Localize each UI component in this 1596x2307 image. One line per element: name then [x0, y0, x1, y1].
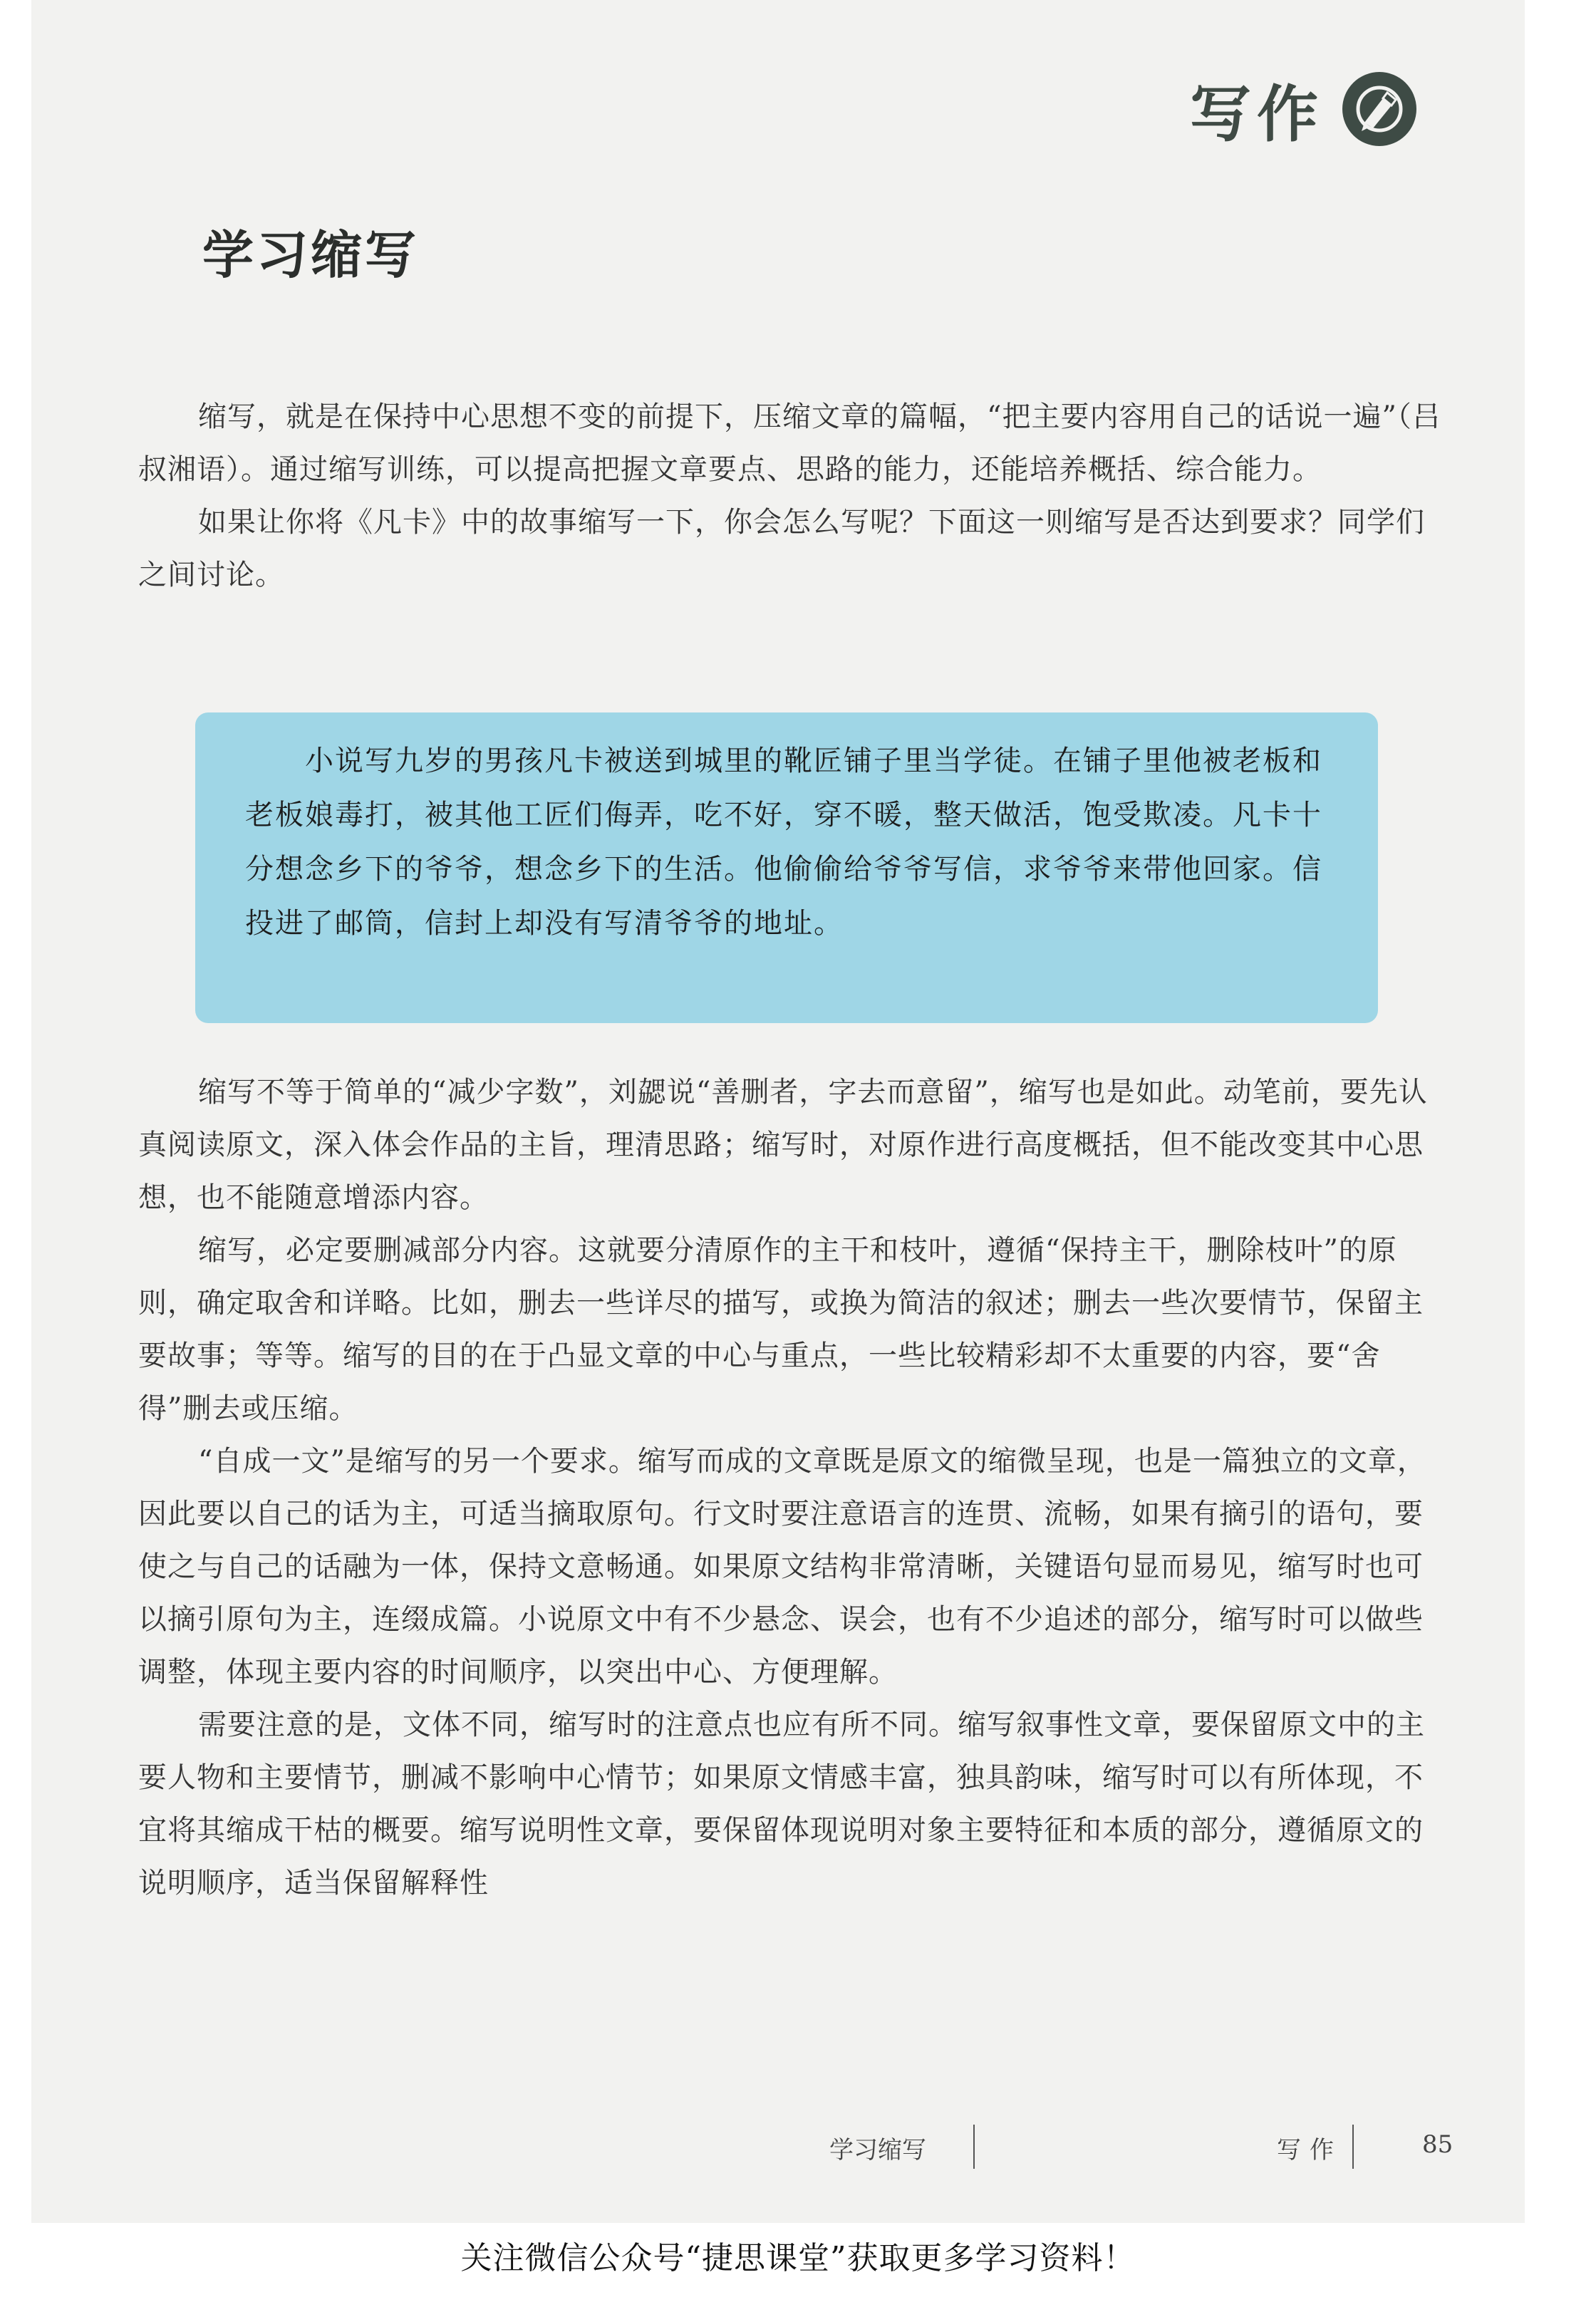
lesson-title: 学习缩写	[202, 225, 420, 285]
sample-summary-box	[195, 712, 1378, 1023]
main-section	[138, 1066, 1449, 1909]
page-number: 85	[1422, 2130, 1454, 2159]
body-paragraph: “自成一文”是缩写的另一个要求。缩写而成的文章既是原文的缩微呈现，也是一篇独立的文章，因此要以自己的话为主，可适当摘取原句。行文时要注意语言的连贯、流畅，如果有摘引的语句，要使之与自己的话融为一体，保持文意畅通。如果原文结构非常清晰，关键语句显而易见，缩写时也可以摘引原句为主，连缀成篇。小说原文中有不少悬念、误会，也有不少追述的部分，缩写时可以做些调整，体现主要内容的时间顺序，以突出中心、方便理解。	[138, 1445, 1426, 1689]
section-header	[1190, 70, 1416, 148]
promo-caption: 关注微信公众号“捷思课堂”获取更多学习资料！	[460, 2240, 1136, 2276]
footer-divider	[973, 2125, 975, 2169]
body-paragraph: 缩写不等于简单的“减少字数”，刘勰说“善删者，字去而意留”，缩写也是如此。动笔前，要先认真阅读原文，深入体会作品的主旨，理清思路；缩写时，对原作进行高度概括，但不能改变其中心思想，也不能随意增添内容。	[138, 1076, 1428, 1214]
pen-icon	[1342, 72, 1416, 146]
book-page	[31, 0, 1525, 2223]
body-paragraph: 缩写，必定要删减部分内容。这就要分清原作的主干和枝叶，遵循“保持主干，删除枝叶”的原则，确定取舍和详略。比如，删去一些详尽的描写，或换为简洁的叙述；删去一些次要情节，保留主要故事；等等。缩写的目的在于凸显文章的中心与重点，一些比较精彩却不太重要的内容，要“舍得”删去或压缩。	[138, 1234, 1424, 1425]
intro-section	[138, 390, 1449, 601]
footer-section-title: 写作	[1277, 2136, 1342, 2165]
section-title: 写作	[1190, 79, 1324, 150]
footer-lesson-title: 学习缩写	[829, 2136, 926, 2165]
intro-paragraph: 如果让你将《凡卡》中的故事缩写一下，你会怎么写呢？下面这一则缩写是否达到要求？同学们之间讨论。	[138, 506, 1425, 591]
body-paragraph: 需要注意的是，文体不同，缩写时的注意点也应有所不同。缩写叙事性文章，要保留原文中的主要人物和主要情节，删减不影响中心情节；如果原文情感丰富，独具韵味，缩写时可以有所体现，不宜将其缩成干枯的概要。缩写说明性文章，要保留体现说明对象主要特征和本质的部分，遵循原文的说明顺序，适当保留解释性	[138, 1709, 1425, 1899]
sample-summary-text: 小说写九岁的男孩凡卡被送到城里的靴匠铺子里当学徒。在铺子里他被老板和老板娘毒打，被其他工匠们侮弄，吃不好，穿不暖，整天做活，饱受欺凌。凡卡十分想念乡下的爷爷，想念乡下的生活。他偷偷给爷爷写信，求爷爷来带他回家。信投进了邮筒，信封上却没有写清爷爷的地址。	[245, 745, 1322, 940]
footer-divider	[1352, 2125, 1354, 2169]
intro-paragraph: 缩写，就是在保持中心思想不变的前提下，压缩文章的篇幅，“把主要内容用自己的话说一遍”（吕叔湘语）。通过缩写训练，可以提高把握文章要点、思路的能力，还能培养概括、综合能力。	[138, 400, 1441, 486]
